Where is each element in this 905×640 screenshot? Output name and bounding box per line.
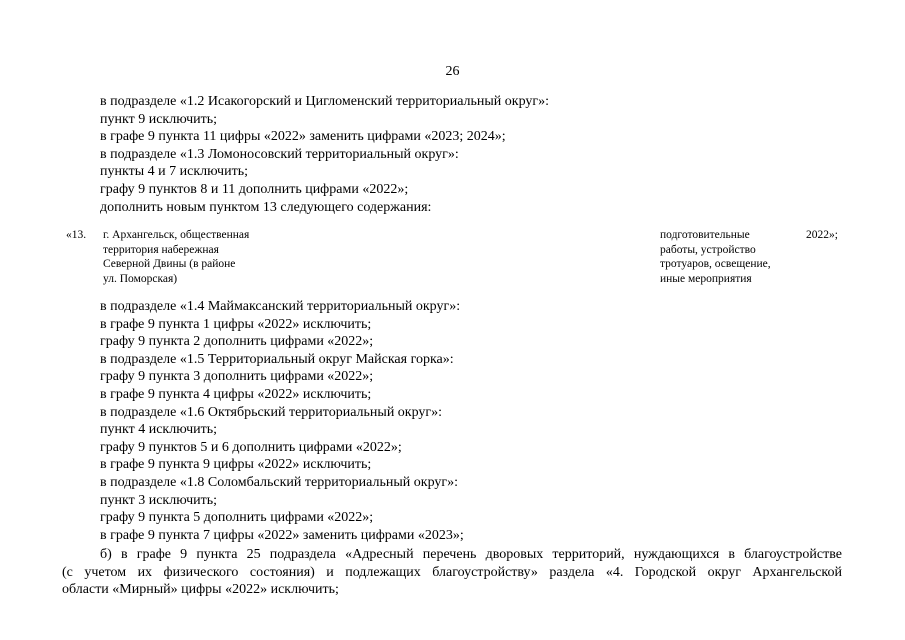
text-line: пункт 3 исключить; (100, 492, 218, 508)
text-line: пункты 4 и 7 исключить; (100, 164, 248, 180)
row-number: «13. (66, 229, 87, 241)
text-line: графу 9 пунктов 8 и 11 дополнить цифрами «2022»; (100, 181, 409, 197)
text-line: графу 9 пункта 5 дополнить цифрами «2022»; (100, 510, 374, 526)
page-number: 26 (445, 64, 460, 79)
address-line: Северной Двины (в районе (103, 258, 236, 271)
text-line: дополнить новым пунктом 13 следующего содержания: (100, 199, 432, 215)
text-line: графу 9 пунктов 5 и 6 дополнить цифрами «2022»; (100, 439, 402, 455)
text-line: в подразделе «1.4 Маймаксанский территориальный округ»: (100, 299, 461, 314)
address-line: ул. Поморская) (103, 272, 178, 285)
amendment-list-top (100, 93, 860, 216)
text-line: в графе 9 пункта 7 цифры «2022» заменить цифрами «2023»; (100, 527, 464, 543)
row-address (103, 228, 283, 286)
works-line: работы, устройство (660, 243, 756, 256)
row-year: 2022»; (806, 229, 838, 241)
works-line: тротуаров, освещение, (660, 258, 771, 271)
final-paragraph (62, 546, 842, 599)
text-line: графу 9 пункта 2 дополнить цифрами «2022»; (100, 334, 374, 350)
text-line: графу 9 пункта 3 дополнить цифрами «2022»; (100, 369, 374, 385)
address-line: г. Архангельск, общественная (103, 229, 250, 241)
text-line: в графе 9 пункта 9 цифры «2022» исключить; (100, 457, 372, 473)
text-line: в подразделе «1.2 Исакогорский и Цигломенский территориальный округ»: (100, 94, 550, 109)
row-works (660, 228, 800, 286)
text-line: в графе 9 пункта 4 цифры «2022» исключить; (100, 386, 372, 402)
paragraph-line: б) в графе 9 пункта 25 подраздела «Адресный перечень дворовых территорий, нуждающихся в благоустройстве (100, 547, 842, 562)
text-line: в подразделе «1.6 Октябрьский территориальный округ»: (100, 404, 443, 420)
text-line: в подразделе «1.5 Территориальный округ Майская горка»: (100, 351, 454, 367)
paragraph-line: (с учетом их физического состояния) и подлежащих благоустройству» раздела «4. Городской округ Архангельской (62, 564, 842, 580)
text-line: пункт 4 исключить; (100, 422, 218, 438)
amendment-list-bottom (100, 298, 860, 544)
text-line: пункт 9 исключить; (100, 111, 218, 127)
works-line: иные мероприятия (660, 272, 752, 285)
paragraph-line: области «Мирный» цифры «2022» исключить; (62, 582, 339, 598)
text-line: в графе 9 пункта 1 цифры «2022» исключить; (100, 316, 372, 332)
text-line: в графе 9 пункта 11 цифры «2022» заменить цифрами «2023; 2024»; (100, 129, 506, 145)
text-line: в подразделе «1.8 Соломбальский территориальный округ»: (100, 474, 459, 490)
works-line: подготовительные (660, 229, 750, 241)
text-line: в подразделе «1.3 Ломоносовский территориальный округ»: (100, 146, 459, 162)
address-line: территория набережная (103, 243, 219, 256)
